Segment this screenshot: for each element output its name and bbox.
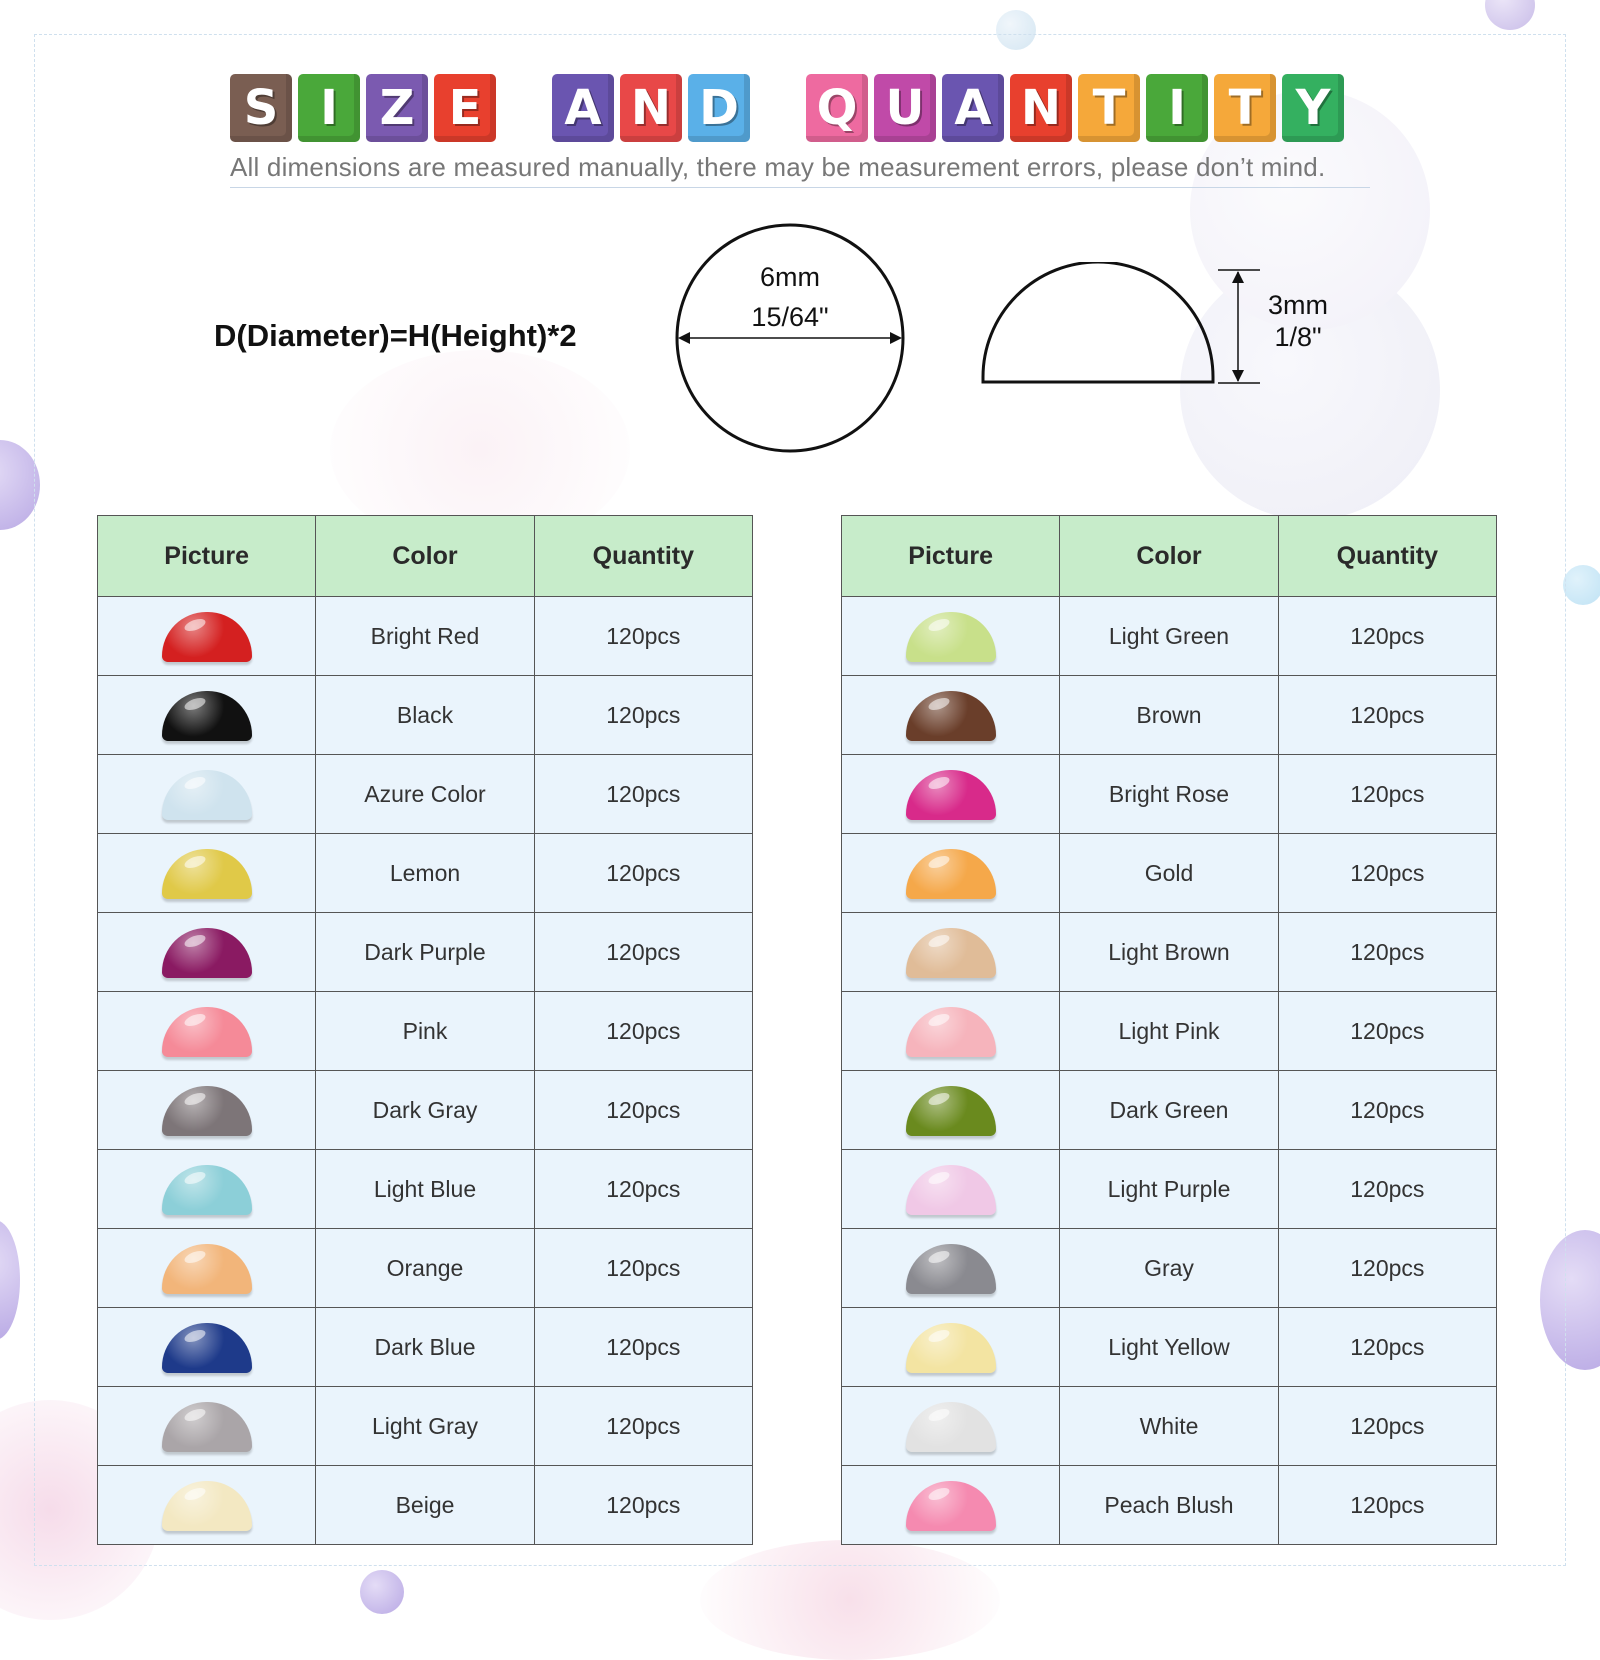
color-name: Gray bbox=[1060, 1229, 1278, 1308]
pearl-swatch bbox=[162, 1323, 252, 1373]
header-color: Color bbox=[1060, 516, 1278, 597]
quantity-value: 120pcs bbox=[534, 1387, 752, 1466]
table-row bbox=[842, 1150, 1497, 1229]
pearl-swatch bbox=[906, 1481, 996, 1531]
color-name: Light Blue bbox=[316, 1150, 534, 1229]
pearl-swatch bbox=[906, 1086, 996, 1136]
height-diagram bbox=[978, 262, 1268, 392]
picture-cell bbox=[98, 1387, 316, 1466]
table-row bbox=[98, 755, 753, 834]
table-row bbox=[98, 992, 753, 1071]
quantity-value: 120pcs bbox=[534, 1466, 752, 1545]
pearl-swatch bbox=[162, 1165, 252, 1215]
quantity-value: 120pcs bbox=[534, 755, 752, 834]
table-row bbox=[98, 676, 753, 755]
table-row bbox=[98, 1071, 753, 1150]
color-name: Dark Purple bbox=[316, 913, 534, 992]
picture-cell bbox=[842, 1466, 1060, 1545]
table-row bbox=[842, 992, 1497, 1071]
picture-cell bbox=[98, 992, 316, 1071]
pearl-swatch bbox=[162, 1086, 252, 1136]
table-row bbox=[98, 1229, 753, 1308]
quantity-value: 120pcs bbox=[534, 1071, 752, 1150]
color-name: Light Gray bbox=[316, 1387, 534, 1466]
quantity-value: 120pcs bbox=[534, 913, 752, 992]
picture-cell bbox=[842, 1308, 1060, 1387]
picture-cell bbox=[98, 597, 316, 676]
decorative-bubble bbox=[1563, 565, 1600, 605]
header-quantity: Quantity bbox=[1278, 516, 1496, 597]
quantity-value: 120pcs bbox=[1278, 1229, 1496, 1308]
quantity-value: 120pcs bbox=[534, 1150, 752, 1229]
table-row bbox=[842, 1229, 1497, 1308]
color-table-left bbox=[97, 515, 753, 1545]
measurement-disclaimer: All dimensions are measured manually, there may be measurement errors, please don’t mind. bbox=[230, 152, 1370, 188]
picture-cell bbox=[98, 1229, 316, 1308]
decorative-bubble bbox=[360, 1570, 404, 1614]
quantity-value: 120pcs bbox=[1278, 992, 1496, 1071]
color-name: Dark Green bbox=[1060, 1071, 1278, 1150]
title-letter-tile: T bbox=[1078, 74, 1140, 142]
title-letter-tile: T bbox=[1214, 74, 1276, 142]
color-name: White bbox=[1060, 1387, 1278, 1466]
quantity-value: 120pcs bbox=[1278, 834, 1496, 913]
pearl-swatch bbox=[906, 612, 996, 662]
picture-cell bbox=[842, 1150, 1060, 1229]
title-letter-tile: Q bbox=[806, 74, 868, 142]
pearl-swatch bbox=[162, 691, 252, 741]
pearl-swatch bbox=[162, 1402, 252, 1452]
table-row bbox=[842, 1466, 1497, 1545]
color-table-right bbox=[841, 515, 1497, 1545]
color-name: Lemon bbox=[316, 834, 534, 913]
diameter-mm-label: 6mm bbox=[760, 262, 820, 292]
title-letter-tile: U bbox=[874, 74, 936, 142]
title-letter-tile: E bbox=[434, 74, 496, 142]
pearl-swatch bbox=[162, 849, 252, 899]
picture-cell bbox=[842, 1229, 1060, 1308]
title-letter-tile: Z bbox=[366, 74, 428, 142]
picture-cell bbox=[98, 1071, 316, 1150]
color-name: Brown bbox=[1060, 676, 1278, 755]
title-letter-tile: I bbox=[1146, 74, 1208, 142]
picture-cell bbox=[98, 1150, 316, 1229]
picture-cell bbox=[98, 834, 316, 913]
pearl-swatch bbox=[906, 770, 996, 820]
title-letter-tile: A bbox=[942, 74, 1004, 142]
quantity-value: 120pcs bbox=[1278, 755, 1496, 834]
picture-cell bbox=[98, 676, 316, 755]
size-formula: D(Diameter)=H(Height)*2 bbox=[214, 318, 577, 353]
table-row bbox=[98, 597, 753, 676]
title-letter-tile: N bbox=[620, 74, 682, 142]
pearl-swatch bbox=[906, 1323, 996, 1373]
quantity-value: 120pcs bbox=[534, 676, 752, 755]
color-name: Light Yellow bbox=[1060, 1308, 1278, 1387]
picture-cell bbox=[842, 597, 1060, 676]
pearl-swatch bbox=[906, 1402, 996, 1452]
quantity-value: 120pcs bbox=[534, 1229, 752, 1308]
quantity-value: 120pcs bbox=[1278, 676, 1496, 755]
pearl-swatch bbox=[162, 1007, 252, 1057]
title-letter-tile: I bbox=[298, 74, 360, 142]
color-name: Light Brown bbox=[1060, 913, 1278, 992]
color-name: Gold bbox=[1060, 834, 1278, 913]
table-row bbox=[98, 913, 753, 992]
height-inch-label: 1/8" bbox=[1274, 322, 1322, 352]
picture-cell bbox=[842, 1071, 1060, 1150]
picture-cell bbox=[842, 913, 1060, 992]
table-row bbox=[842, 1071, 1497, 1150]
table-row bbox=[98, 1308, 753, 1387]
picture-cell bbox=[842, 755, 1060, 834]
color-name: Black bbox=[316, 676, 534, 755]
table-row bbox=[842, 1308, 1497, 1387]
header-quantity: Quantity bbox=[534, 516, 752, 597]
pearl-swatch bbox=[906, 691, 996, 741]
decorative-bubble bbox=[0, 1220, 20, 1340]
quantity-value: 120pcs bbox=[534, 597, 752, 676]
picture-cell bbox=[842, 1387, 1060, 1466]
color-name: Dark Blue bbox=[316, 1308, 534, 1387]
title-letter-tile: N bbox=[1010, 74, 1072, 142]
picture-cell bbox=[98, 913, 316, 992]
table-row bbox=[842, 676, 1497, 755]
picture-cell bbox=[842, 834, 1060, 913]
table-row bbox=[98, 1150, 753, 1229]
quantity-value: 120pcs bbox=[1278, 597, 1496, 676]
color-name: Beige bbox=[316, 1466, 534, 1545]
table-row bbox=[842, 834, 1497, 913]
color-name: Dark Gray bbox=[316, 1071, 534, 1150]
color-name: Peach Blush bbox=[1060, 1466, 1278, 1545]
quantity-value: 120pcs bbox=[1278, 1071, 1496, 1150]
table-row bbox=[842, 1387, 1497, 1466]
table-row bbox=[98, 1387, 753, 1466]
picture-cell bbox=[98, 755, 316, 834]
header-color: Color bbox=[316, 516, 534, 597]
pearl-swatch bbox=[162, 770, 252, 820]
quantity-value: 120pcs bbox=[1278, 1150, 1496, 1229]
table-row bbox=[842, 913, 1497, 992]
title-letter-tile: A bbox=[552, 74, 614, 142]
decorative-bubble bbox=[1485, 0, 1535, 30]
diameter-inch-label: 15/64" bbox=[751, 302, 829, 332]
pearl-swatch bbox=[906, 1244, 996, 1294]
height-mm-label: 3mm bbox=[1268, 290, 1328, 320]
quantity-value: 120pcs bbox=[1278, 1466, 1496, 1545]
color-name: Azure Color bbox=[316, 755, 534, 834]
pearl-swatch bbox=[906, 1007, 996, 1057]
table-row bbox=[842, 755, 1497, 834]
title-letter-tile: D bbox=[688, 74, 750, 142]
pearl-swatch bbox=[162, 1244, 252, 1294]
color-name: Light Pink bbox=[1060, 992, 1278, 1071]
pearl-swatch bbox=[162, 1481, 252, 1531]
table-row bbox=[842, 597, 1497, 676]
picture-cell bbox=[842, 676, 1060, 755]
color-name: Orange bbox=[316, 1229, 534, 1308]
quantity-value: 120pcs bbox=[534, 834, 752, 913]
color-name: Bright Rose bbox=[1060, 755, 1278, 834]
title-letter-tile: S bbox=[230, 74, 292, 142]
table-row bbox=[98, 834, 753, 913]
header-picture: Picture bbox=[98, 516, 316, 597]
pearl-swatch bbox=[906, 849, 996, 899]
quantity-value: 120pcs bbox=[534, 1308, 752, 1387]
picture-cell bbox=[98, 1466, 316, 1545]
color-name: Bright Red bbox=[316, 597, 534, 676]
header-picture: Picture bbox=[842, 516, 1060, 597]
picture-cell bbox=[98, 1308, 316, 1387]
diameter-diagram bbox=[670, 218, 910, 458]
picture-cell bbox=[842, 992, 1060, 1071]
pearl-swatch bbox=[162, 612, 252, 662]
title-letter-tile: Y bbox=[1282, 74, 1344, 142]
color-name: Light Green bbox=[1060, 597, 1278, 676]
pearl-swatch bbox=[906, 928, 996, 978]
pearl-swatch bbox=[906, 1165, 996, 1215]
color-name: Light Purple bbox=[1060, 1150, 1278, 1229]
pearl-swatch bbox=[162, 928, 252, 978]
quantity-value: 120pcs bbox=[1278, 1308, 1496, 1387]
quantity-value: 120pcs bbox=[534, 992, 752, 1071]
table-row bbox=[98, 1466, 753, 1545]
quantity-value: 120pcs bbox=[1278, 1387, 1496, 1466]
color-name: Pink bbox=[316, 992, 534, 1071]
quantity-value: 120pcs bbox=[1278, 913, 1496, 992]
